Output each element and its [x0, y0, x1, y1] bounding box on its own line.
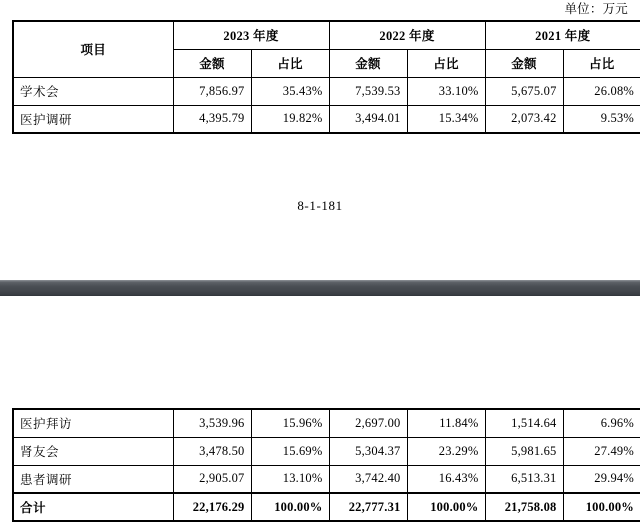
cell-ratio-2021: 9.53% — [563, 105, 640, 133]
cell-amount-2021: 5,675.07 — [485, 77, 563, 105]
page-fragment-bottom — [0, 296, 640, 529]
total-ratio-2021: 100.00% — [563, 493, 640, 521]
cell-amount-2021: 1,514.64 — [485, 409, 563, 437]
total-amount-2022: 22,777.31 — [329, 493, 407, 521]
cell-ratio-2021: 27.49% — [563, 437, 640, 465]
row-label: 患者调研 — [13, 465, 173, 493]
cell-amount-2023: 3,478.50 — [173, 437, 251, 465]
total-amount-2023: 22,176.29 — [173, 493, 251, 521]
cell-amount-2022: 3,742.40 — [329, 465, 407, 493]
cell-ratio-2021: 29.94% — [563, 465, 640, 493]
cell-ratio-2023: 15.96% — [251, 409, 329, 437]
total-ratio-2022: 100.00% — [407, 493, 485, 521]
header-ratio-2022: 占比 — [407, 49, 485, 77]
cell-amount-2022: 7,539.53 — [329, 77, 407, 105]
table-row — [13, 437, 640, 465]
cell-ratio-2021: 26.08% — [563, 77, 640, 105]
cell-amount-2022: 5,304.37 — [329, 437, 407, 465]
page-number: 8-1-181 — [297, 198, 343, 213]
expense-breakdown-table-top — [12, 20, 640, 134]
cell-ratio-2022: 23.29% — [407, 437, 485, 465]
table-row — [13, 465, 640, 493]
cell-amount-2021: 5,981.65 — [485, 437, 563, 465]
cell-amount-2023: 3,539.96 — [173, 409, 251, 437]
cell-amount-2023: 7,856.97 — [173, 77, 251, 105]
header-amount-2021: 金额 — [485, 49, 563, 77]
table-total-row — [13, 493, 640, 521]
table-header-row-years — [13, 21, 640, 49]
cell-amount-2021: 6,513.31 — [485, 465, 563, 493]
total-ratio-2023: 100.00% — [251, 493, 329, 521]
row-label: 肾友会 — [13, 437, 173, 465]
row-label-total: 合计 — [13, 493, 173, 521]
header-year-2022: 2022 年度 — [329, 21, 485, 49]
row-label: 医护调研 — [13, 105, 173, 133]
header-amount-2023: 金额 — [173, 49, 251, 77]
row-label: 学术会 — [13, 77, 173, 105]
cell-ratio-2023: 13.10% — [251, 465, 329, 493]
header-year-2023: 2023 年度 — [173, 21, 329, 49]
cell-amount-2021: 2,073.42 — [485, 105, 563, 133]
cell-ratio-2021: 6.96% — [563, 409, 640, 437]
cell-amount-2022: 3,494.01 — [329, 105, 407, 133]
row-label: 医护拜访 — [13, 409, 173, 437]
table-row — [13, 77, 640, 105]
header-ratio-2021: 占比 — [563, 49, 640, 77]
header-year-2021: 2021 年度 — [485, 21, 640, 49]
cell-amount-2023: 4,395.79 — [173, 105, 251, 133]
cell-ratio-2023: 19.82% — [251, 105, 329, 133]
cell-ratio-2023: 15.69% — [251, 437, 329, 465]
cell-ratio-2023: 35.43% — [251, 77, 329, 105]
table-row — [13, 409, 640, 437]
header-item: 项目 — [13, 21, 173, 77]
cell-ratio-2022: 15.34% — [407, 105, 485, 133]
table-row — [13, 105, 640, 133]
expense-breakdown-table-bottom — [12, 408, 640, 522]
cell-amount-2022: 2,697.00 — [329, 409, 407, 437]
cell-ratio-2022: 16.43% — [407, 465, 485, 493]
cell-ratio-2022: 33.10% — [407, 77, 485, 105]
cell-amount-2023: 2,905.07 — [173, 465, 251, 493]
page-separator-bar — [0, 280, 640, 296]
cell-ratio-2022: 11.84% — [407, 409, 485, 437]
header-ratio-2023: 占比 — [251, 49, 329, 77]
total-amount-2021: 21,758.08 — [485, 493, 563, 521]
unit-caption: 单位：万元 — [564, 2, 628, 16]
header-amount-2022: 金额 — [329, 49, 407, 77]
